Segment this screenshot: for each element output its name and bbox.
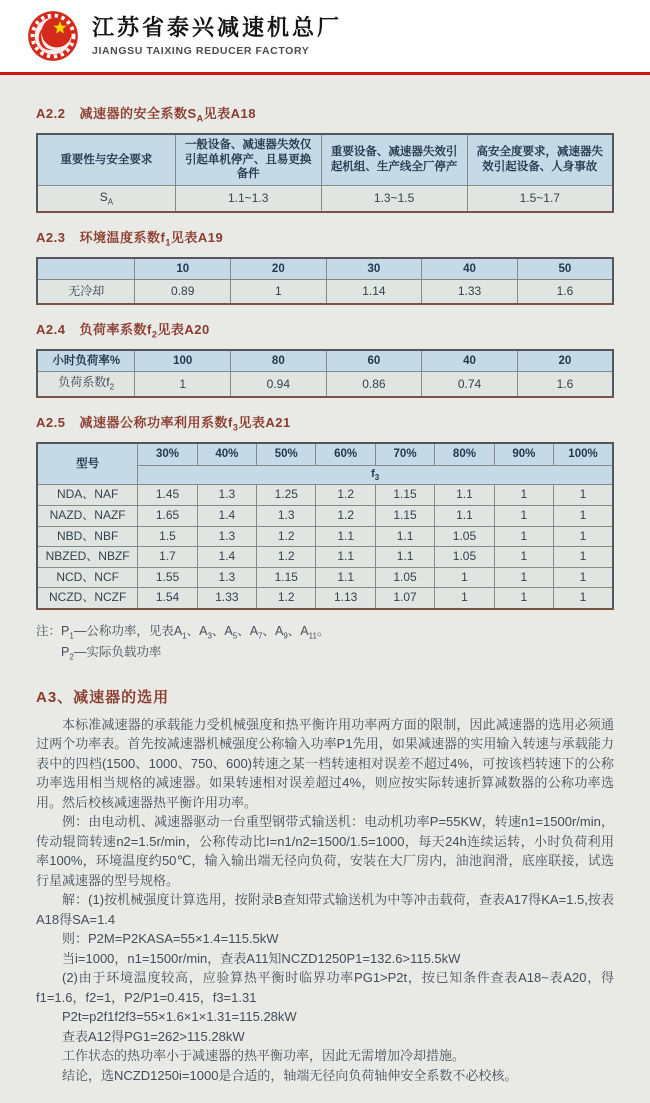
data-cell: 1 [231,280,327,304]
data-cell: 1.65 [138,505,197,526]
data-cell: 1 [554,588,613,609]
body-paragraph: (2)由于环境温度较高，应验算热平衡时临界功率PG1>P2t，按已知条件查表A18~表A20，得f1=1.6，f2=1，P2/P1=0.415，f3=1.31 [36,970,614,1005]
data-cell: 1.33 [197,588,256,609]
header-cell: 10 [135,258,231,280]
data-cell: 1.3 [197,526,256,547]
data-cell: 1 [554,485,613,506]
data-cell: 0.74 [422,372,518,397]
body-paragraph: $P_1—$公称功率，见表$A_1$、$A_3$、$A_5$、$A_7$、$A_9$、$A_{11}$。 [61,623,330,641]
data-cell: 负荷系数$f_2$ [37,372,135,397]
table-row [37,372,613,397]
header-cell: 40% [197,443,256,465]
table-row [37,588,613,609]
body-paragraph: P2t=p2f1f2f3=55×1.6×1×1.31=115.28kW [62,1009,297,1025]
table-header-row [37,134,613,186]
table-header-row [37,443,613,465]
data-cell: 1.45 [138,485,197,506]
header-cell: 60% [316,443,375,465]
data-cell: 1.54 [138,588,197,609]
data-cell: 1.2 [316,485,375,506]
section-title: 环境温度系数$f_1$见表A19 [79,229,224,248]
data-cell: 1.05 [435,526,494,547]
body-paragraph: 结论，选NCZD1250i=1000是合适的，轴端无径向负荷轴伸安全系数不必校核。 [62,1067,518,1083]
header-cell: 20 [517,350,613,372]
table-a21-power-utilization-factor [36,442,614,610]
data-cell: 1 [494,526,553,547]
data-cell: 1 [554,526,613,547]
data-cell: 1.1~1.3 [175,186,321,212]
data-cell: 0.89 [135,280,231,304]
body-paragraph: 工作状态的热功率小于减速器的热平衡功率，因此无需增加冷却措施。 [62,1048,466,1064]
table-a19-ambient-temp-factor [36,257,614,305]
header-cell: 80% [435,443,494,465]
data-cell: 1.6 [517,372,613,397]
data-cell: 0.94 [231,372,327,397]
data-cell: 1 [494,485,553,506]
section-heading-a2-2 [36,103,614,124]
data-cell: 0.86 [326,372,422,397]
data-cell: 1.5~1.7 [467,186,613,212]
section-number: A2.2 [36,106,66,121]
section-heading-a2-5 [36,412,614,433]
factory-gear-star-logo-icon [26,9,80,63]
section-heading-a2-4 [36,319,614,340]
header-cell: 20 [231,258,327,280]
table-row [37,526,613,547]
data-cell: NCD、NCF [37,567,138,588]
data-cell: 1.1 [435,485,494,506]
table-row [37,186,613,212]
data-cell: 1.1 [316,567,375,588]
data-cell: 1.1 [435,505,494,526]
header-cell: 80 [231,350,327,372]
header-cell: $f_3$ [138,465,613,485]
document-body [0,75,650,1103]
data-cell: 1 [494,588,553,609]
company-name-en: JIANGSU TAIXING REDUCER FACTORY [92,44,310,57]
page-header [0,0,650,72]
section-heading-a2-3 [36,227,614,248]
data-cell: 1.6 [517,280,613,304]
body-paragraph: $P_2—$实际负载功率 [61,644,162,662]
header-cell: 30% [138,443,197,465]
section-title: 减速器公称功率利用系数$f_3$见表A21 [79,415,291,433]
data-cell: NAZD、NAZF [37,505,138,526]
table-header-row [37,258,613,280]
header-cell: 高安全度要求，减速器失效引起设备、人身事故 [467,134,613,186]
header-cell: 90% [494,443,553,465]
header-cell: 40 [422,350,518,372]
company-name-cn: 江苏省泰兴减速机总厂 [92,15,343,41]
data-cell: 1.4 [197,505,256,526]
header-cell: 30 [326,258,422,280]
body-paragraph: 则：P2M=P2KASA=55×1.4=115.5kW [62,931,279,947]
data-cell: $S_A$ [37,186,175,212]
data-cell: 1.1 [375,526,434,547]
data-cell: 1.13 [316,588,375,609]
section-title: 减速器的安全系数$S_A$见表A18 [79,106,256,124]
table-row [37,505,613,526]
data-cell: 1.2 [316,505,375,526]
data-cell: 1.55 [138,567,197,588]
data-cell: 1.1 [375,547,434,568]
section-number: A2.3 [36,229,66,245]
table-a20-load-rate-factor [36,349,614,399]
note-label: 注： [36,623,62,638]
data-cell: 1.2 [257,547,316,568]
header-cell: 一般设备、减速器失效仅引起单机停产、且易更换备件 [175,134,321,186]
data-cell: 1.4 [197,547,256,568]
data-cell: 1 [554,505,613,526]
data-cell: 1.3 [257,505,316,526]
body-paragraph: 当i=1000，n1=1500r/min，查表A11知NCZD1250P1=132.6>115.5kW [62,950,461,966]
table-row [37,567,613,588]
table-row [37,547,613,568]
header-cell [37,258,135,280]
data-cell: NBD、NBF [37,526,138,547]
data-cell: 1.7 [138,547,197,568]
data-cell: 1.05 [435,547,494,568]
header-cell: 50% [257,443,316,465]
data-cell: 1 [494,547,553,568]
section-heading-a3: A3、减速器的选用 [36,688,170,706]
data-cell: NBZED、NBZF [37,547,138,568]
table-row [37,280,613,304]
data-cell: 1.5 [138,526,197,547]
section-title: 负荷率系数$f_2$见表A20 [79,321,210,340]
table-footnote [36,622,614,664]
data-cell: NDA、NAF [37,485,138,506]
header-cell: 重要设备、减速器失效引起机组、生产线全厂停产 [321,134,467,186]
header-cell: 60 [326,350,422,372]
data-cell: NCZD、NCZF [37,588,138,609]
data-cell: 1.1 [316,526,375,547]
data-cell: 1.2 [257,588,316,609]
data-cell: 1 [435,588,494,609]
data-cell: 1.07 [375,588,434,609]
table-a18-safety-factor [36,133,614,213]
body-paragraph: 本标准减速器的承载能力受机械强度和热平衡许用功率两方面的限制，因此减速器的选用必须通过两个功率表。首先按减速器机械强度公称输入功率P1先用，如果减速器的实用输入转速与承载能力表中的四档(1500、1000、750、600)转速之某一档转速相对误差不超过4%，可按该档转速下的公称功率选用相当规格的减速器。如果转速相对误差超过4%，则应按实际转速折算减数器的公称功率选用。然后校核减速器热平衡许用功率。 [36,716,614,810]
section-number: A2.5 [36,415,66,431]
data-cell: 1 [494,505,553,526]
table-header-row [37,350,613,372]
data-cell: 1.1 [316,547,375,568]
header-cell: 小时负荷率% [37,350,135,372]
brand-block [92,15,342,56]
data-cell: 1.15 [375,485,434,506]
data-cell: 1.2 [257,526,316,547]
header-cell: 100% [554,443,613,465]
data-cell: 1.3 [197,567,256,588]
body-paragraph: 解：(1)按机械强度计算选用，按附录B查知带式输送机为中等冲击载荷，查表A17得KA=1.5,按表A18得SA=1.4 [36,892,614,927]
data-cell: 1.15 [257,567,316,588]
data-cell: 1.33 [422,280,518,304]
data-cell: 1.25 [257,485,316,506]
header-cell: 100 [135,350,231,372]
header-cell: 型号 [37,443,138,485]
data-cell: 1 [554,567,613,588]
data-cell: 1 [494,567,553,588]
data-cell: 1 [135,372,231,397]
table-row [37,485,613,506]
header-cell: 70% [375,443,434,465]
header-cell: 50 [517,258,613,280]
data-cell: 1.15 [375,505,434,526]
data-cell: 1 [554,547,613,568]
body-paragraph: 例：由电动机、减速器驱动一台重型钢带式输送机：电动机功率P=55KW，转速n1=1500r/min，传动辊筒转速n2=1.5r/min，公称传动比I=n1/n2=1500/1.5=1000，每天24h连续运转，小时负荷利用率100%，环境温度约50℃，输入输出端无径向负荷，安装在大厂房内，油池润滑，底座联接，试选行星减速器的型号规格。 [36,814,614,888]
note-lines [61,622,329,664]
header-cell: 40 [422,258,518,280]
data-cell: 1.14 [326,280,422,304]
body-paragraph: 查表A12得PG1=262>115.28kW [62,1028,245,1044]
header-cell: 重要性与安全要求 [37,134,175,186]
data-cell: 1 [435,567,494,588]
section-number: A2.4 [36,321,66,337]
data-cell: 1.05 [375,567,434,588]
data-cell: 1.3~1.5 [321,186,467,212]
a3-body-text [36,715,614,1086]
data-cell: 1.3 [197,485,256,506]
data-cell: 无冷却 [37,280,135,304]
